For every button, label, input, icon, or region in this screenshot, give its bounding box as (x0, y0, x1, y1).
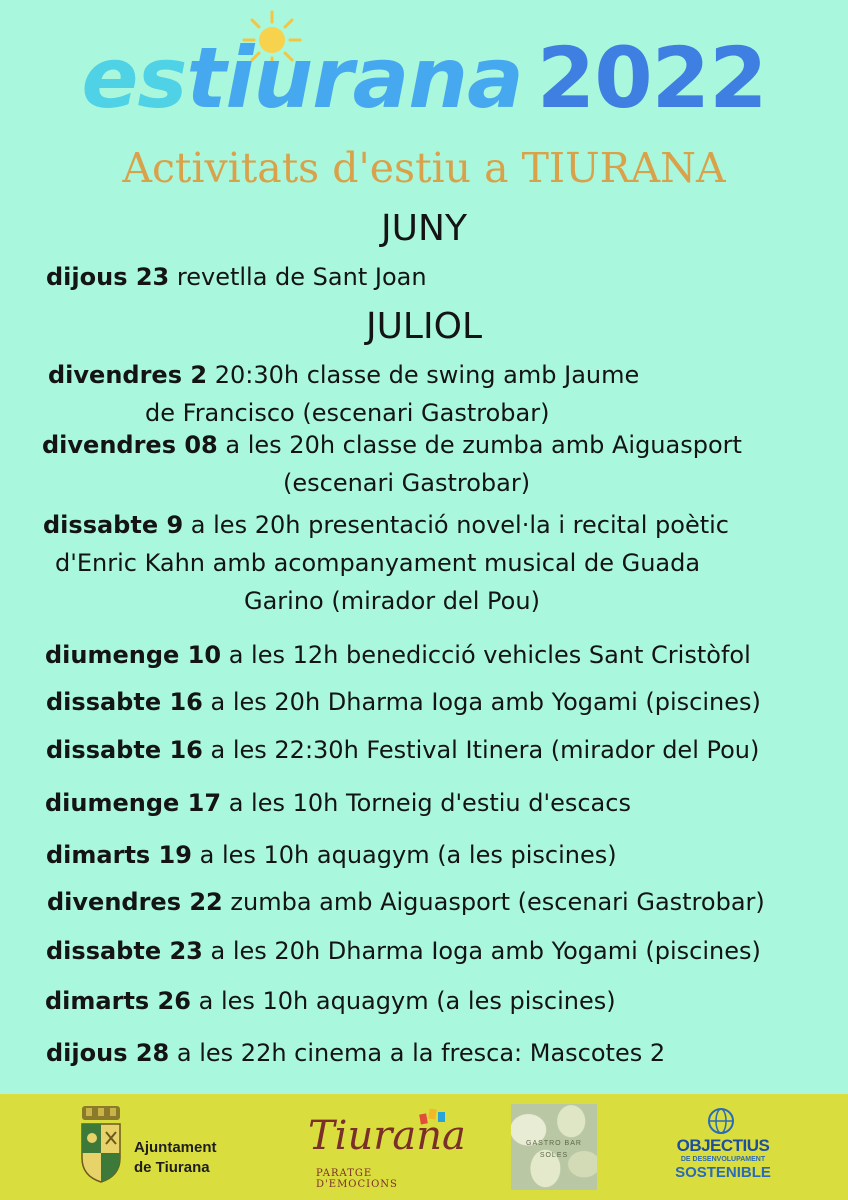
title-es: es (81, 29, 187, 127)
event-day: dissabte 23 (46, 937, 203, 965)
month-heading-juny: JUNY (381, 208, 467, 249)
sponsor-footer (0, 1094, 848, 1200)
event-text: 20:30h classe de swing amb Jaume (214, 361, 640, 389)
event-text-cont: d'Enric Kahn amb acompanyament musical de Guada (55, 549, 701, 577)
ajuntament-line1: Ajuntament (134, 1139, 217, 1156)
gastrobar-logo (511, 1104, 597, 1190)
event-day: dissabte 9 (43, 511, 184, 539)
title-year: 2022 (536, 29, 767, 127)
gastro-line2: SOLES (539, 1152, 569, 1159)
event-text-cont: (escenari Gastrobar) (283, 469, 531, 497)
event-text-cont: Garino (mirador del Pou) (244, 587, 540, 615)
event-text: a les 22h cinema a la fresca: Mascotes 2 (176, 1039, 666, 1067)
event-day: dimarts 26 (45, 987, 191, 1015)
event-day: dissabte 16 (46, 688, 203, 716)
event-text: a les 10h Torneig d'estiu d'escacs (228, 789, 631, 817)
page-title (0, 29, 848, 127)
ods-line2: DE DESENVOLUPAMENT (680, 1156, 766, 1163)
ajuntament-line2: de Tiurana (134, 1159, 210, 1176)
event-day: dijous 28 (46, 1039, 170, 1067)
event-text: a les 20h presentació novel·la i recital poètic (190, 511, 729, 539)
tiurana-tagline: PARATGE D'EMOCIONS (316, 1168, 398, 1190)
coat-of-arms-icon (78, 1104, 124, 1184)
event-day: divendres 08 (42, 431, 218, 459)
event-text: zumba amb Aiguasport (escenari Gastrobar) (230, 888, 765, 916)
event-text-cont: de Francisco (escenari Gastrobar) (145, 399, 550, 427)
event-text: a les 20h classe de zumba amb Aiguasport (225, 431, 742, 459)
tiurana-logo (306, 1106, 466, 1192)
event-text: revetlla de Sant Joan (176, 263, 427, 291)
event-day: dijous 23 (46, 263, 170, 291)
event-text: a les 10h aquagym (a les piscines) (199, 841, 617, 869)
poster-header (0, 0, 848, 210)
ods-line1: OBJECTIUS (676, 1136, 770, 1155)
event-day: diumenge 17 (45, 789, 222, 817)
subtitle: Activitats d'estiu a TIURANA (122, 144, 726, 192)
title-tiurana: tiurana (186, 29, 523, 127)
event-text: a les 22:30h Festival Itinera (mirador del Pou) (210, 736, 760, 764)
event-text: a les 20h Dharma Ioga amb Yogami (piscines) (210, 937, 761, 965)
event-day: divendres 22 (47, 888, 223, 916)
event-text: a les 20h Dharma Ioga amb Yogami (piscines) (210, 688, 761, 716)
ajuntament-logo (78, 1104, 238, 1194)
un-globe-icon (706, 1106, 736, 1136)
tiurana-logo-name: Tiurana (308, 1113, 466, 1159)
event-day: dissabte 16 (46, 736, 203, 764)
event-day: divendres 2 (48, 361, 208, 389)
event-day: diumenge 10 (45, 641, 222, 669)
gastro-line1: GASTRO BAR (526, 1140, 582, 1147)
ods-line3: SOSTENIBLE (675, 1164, 771, 1181)
ods-logo (668, 1106, 778, 1192)
event-text: a les 10h aquagym (a les piscines) (198, 987, 616, 1015)
event-day: dimarts 19 (46, 841, 192, 869)
month-heading-juliol: JULIOL (365, 306, 483, 347)
event-text: a les 12h benedicció vehicles Sant Cristòfol (228, 641, 751, 669)
